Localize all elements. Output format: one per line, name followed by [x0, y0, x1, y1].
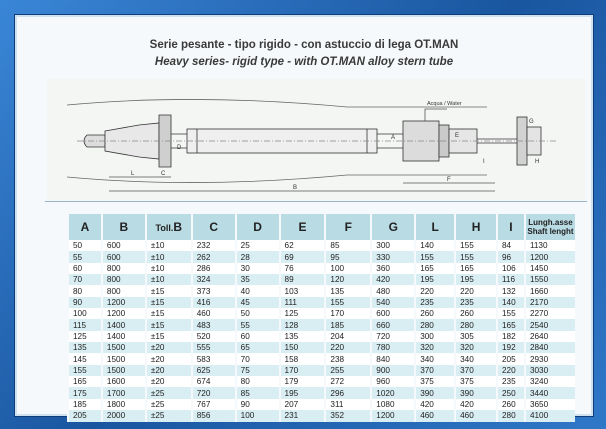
cell-f: 352: [325, 410, 371, 421]
table-row: [68, 251, 575, 262]
cell-shaft-length: 2540: [525, 319, 575, 330]
table-row: [68, 263, 575, 274]
cell-h: 420: [455, 399, 497, 410]
cell-b: 1500: [102, 342, 146, 353]
cell-shaft-length: 3650: [525, 399, 575, 410]
cell-c: 373: [192, 285, 236, 296]
cell-d: 80: [236, 376, 280, 387]
cell-f: 238: [325, 353, 371, 364]
cell-shaft-length: 1450: [525, 263, 575, 274]
cell-tolerance: ±10: [146, 263, 192, 274]
cell-b: 1500: [102, 365, 146, 376]
cell-shaft-length: 2930: [525, 353, 575, 364]
cell-g: 330: [371, 251, 415, 262]
cell-g: 660: [371, 319, 415, 330]
cell-a: 175: [68, 387, 102, 398]
cell-f: 135: [325, 285, 371, 296]
shaft-drawing-svg: [47, 79, 585, 201]
cell-shaft-length: 1550: [525, 274, 575, 285]
cell-tolerance: ±20: [146, 365, 192, 376]
col-header-shaft-length: Lungh.asse Shaft lenght: [525, 214, 575, 240]
cell-c: 583: [192, 353, 236, 364]
cell-shaft-length: 1660: [525, 285, 575, 296]
cell-b: 800: [102, 285, 146, 296]
cell-d: 100: [236, 410, 280, 421]
cell-f: 255: [325, 365, 371, 376]
cell-g: 420: [371, 274, 415, 285]
cell-b: 2000: [102, 410, 146, 421]
cell-i: 182: [497, 331, 525, 342]
cell-tolerance: ±20: [146, 342, 192, 353]
cell-a: 125: [68, 331, 102, 342]
cell-e: 62: [280, 240, 326, 251]
cell-c: 232: [192, 240, 236, 251]
cell-shaft-length: 3030: [525, 365, 575, 376]
table-row: [68, 399, 575, 410]
cell-i: 260: [497, 399, 525, 410]
cell-a: 145: [68, 353, 102, 364]
cell-shaft-length: 2170: [525, 297, 575, 308]
dim-label-c: C: [161, 171, 166, 177]
cell-shaft-length: 1130: [525, 240, 575, 251]
cell-i: 280: [497, 410, 525, 421]
cell-i: 84: [497, 240, 525, 251]
cell-shaft-length: 2840: [525, 342, 575, 353]
cell-a: 115: [68, 319, 102, 330]
cell-tolerance: ±15: [146, 331, 192, 342]
cell-d: 40: [236, 285, 280, 296]
cell-h: 320: [455, 342, 497, 353]
table-header-row: [68, 214, 575, 240]
cell-e: 207: [280, 399, 326, 410]
col-header-f: F: [325, 214, 371, 240]
cell-f: 170: [325, 308, 371, 319]
table-row: [68, 308, 575, 319]
cell-tolerance: ±15: [146, 297, 192, 308]
col-header-c: C: [192, 214, 236, 240]
cell-l: 260: [415, 308, 455, 319]
cell-tolerance: ±15: [146, 285, 192, 296]
cell-d: 45: [236, 297, 280, 308]
cell-c: 625: [192, 365, 236, 376]
cell-c: 324: [192, 274, 236, 285]
cell-h: 305: [455, 331, 497, 342]
cell-h: 155: [455, 240, 497, 251]
cell-l: 140: [415, 240, 455, 251]
cell-c: 483: [192, 319, 236, 330]
col-header-tolerance: Toll.B: [146, 214, 192, 240]
cell-shaft-length: 2270: [525, 308, 575, 319]
col-header-d: D: [236, 214, 280, 240]
cell-a: 90: [68, 297, 102, 308]
cell-a: 80: [68, 285, 102, 296]
cell-h: 235: [455, 297, 497, 308]
cell-l: 300: [415, 331, 455, 342]
cell-h: 340: [455, 353, 497, 364]
cell-e: 231: [280, 410, 326, 421]
cell-a: 70: [68, 274, 102, 285]
water-pipe: [425, 109, 447, 121]
cell-shaft-length: 4100: [525, 410, 575, 421]
cell-e: 125: [280, 308, 326, 319]
cell-i: 220: [497, 365, 525, 376]
cell-tolerance: ±20: [146, 353, 192, 364]
cell-f: 85: [325, 240, 371, 251]
cell-i: 165: [497, 319, 525, 330]
title-italian: Serie pesante - tipo rigido - con astuccio di lega OT.MAN: [149, 39, 459, 51]
catalog-sheet: [14, 14, 594, 421]
cell-g: 900: [371, 365, 415, 376]
cell-b: 1200: [102, 308, 146, 319]
cell-f: 100: [325, 263, 371, 274]
cell-g: 480: [371, 285, 415, 296]
table-row: [68, 387, 575, 398]
cell-tolerance: ±10: [146, 251, 192, 262]
cell-e: 150: [280, 342, 326, 353]
cell-d: 35: [236, 274, 280, 285]
hull-line: [67, 99, 487, 107]
cell-e: 111: [280, 297, 326, 308]
dim-label-f: F: [447, 177, 451, 183]
stern-tube: [187, 129, 377, 153]
cell-tolerance: ±10: [146, 240, 192, 251]
table-row: [68, 285, 575, 296]
cell-f: 95: [325, 251, 371, 262]
cell-shaft-length: 2640: [525, 331, 575, 342]
title-english: Heavy series- rigid type - with OT.MAN alloy stern tube: [154, 56, 454, 68]
cell-l: 460: [415, 410, 455, 421]
cell-f: 155: [325, 297, 371, 308]
cell-b: 1600: [102, 376, 146, 387]
cell-e: 135: [280, 331, 326, 342]
cell-g: 840: [371, 353, 415, 364]
cell-h: 155: [455, 251, 497, 262]
cell-i: 106: [497, 263, 525, 274]
table-row: [68, 410, 575, 421]
cell-g: 360: [371, 263, 415, 274]
cell-e: 170: [280, 365, 326, 376]
col-header-i: I: [497, 214, 525, 240]
cell-i: 116: [497, 274, 525, 285]
cell-g: 960: [371, 376, 415, 387]
cell-g: 300: [371, 240, 415, 251]
cell-i: 192: [497, 342, 525, 353]
cell-a: 60: [68, 263, 102, 274]
cell-h: 370: [455, 365, 497, 376]
cell-e: 103: [280, 285, 326, 296]
dim-label-l: L: [131, 171, 135, 177]
cell-a: 50: [68, 240, 102, 251]
cell-l: 320: [415, 342, 455, 353]
cell-i: 132: [497, 285, 525, 296]
cell-e: 76: [280, 263, 326, 274]
cell-c: 262: [192, 251, 236, 262]
cell-b: 1400: [102, 331, 146, 342]
cell-g: 540: [371, 297, 415, 308]
cell-b: 1400: [102, 319, 146, 330]
dim-label-d: D: [177, 145, 182, 151]
cell-h: 260: [455, 308, 497, 319]
cell-d: 70: [236, 353, 280, 364]
cell-tolerance: ±20: [146, 376, 192, 387]
table-row: [68, 297, 575, 308]
cell-g: 780: [371, 342, 415, 353]
cell-a: 155: [68, 365, 102, 376]
cell-tolerance: ±15: [146, 308, 192, 319]
cell-g: 1080: [371, 399, 415, 410]
col-header-a: A: [68, 214, 102, 240]
cell-l: 340: [415, 353, 455, 364]
cell-d: 25: [236, 240, 280, 251]
dimensions-table: [67, 214, 575, 422]
cell-tolerance: ±25: [146, 399, 192, 410]
cell-l: 165: [415, 263, 455, 274]
table-row: [68, 342, 575, 353]
cell-b: 1200: [102, 297, 146, 308]
cell-l: 155: [415, 251, 455, 262]
cell-e: 195: [280, 387, 326, 398]
cell-l: 280: [415, 319, 455, 330]
cell-shaft-length: 3440: [525, 387, 575, 398]
cell-f: 272: [325, 376, 371, 387]
cell-a: 205: [68, 410, 102, 421]
cell-c: 416: [192, 297, 236, 308]
cell-c: 767: [192, 399, 236, 410]
cell-a: 100: [68, 308, 102, 319]
col-header-l: L: [415, 214, 455, 240]
water-label: Acqua / Water: [427, 101, 462, 107]
cell-e: 128: [280, 319, 326, 330]
cell-e: 69: [280, 251, 326, 262]
dim-label-b: B: [293, 185, 298, 191]
cell-b: 1500: [102, 353, 146, 364]
cell-tolerance: ±10: [146, 274, 192, 285]
cell-f: 120: [325, 274, 371, 285]
cell-l: 370: [415, 365, 455, 376]
cell-f: 220: [325, 342, 371, 353]
cell-g: 1020: [371, 387, 415, 398]
cell-tolerance: ±25: [146, 387, 192, 398]
cell-h: 390: [455, 387, 497, 398]
cell-l: 220: [415, 285, 455, 296]
table-row: [68, 240, 575, 251]
cell-c: 856: [192, 410, 236, 421]
cell-l: 195: [415, 274, 455, 285]
cell-i: 96: [497, 251, 525, 262]
cell-b: 1800: [102, 399, 146, 410]
cell-d: 85: [236, 387, 280, 398]
cell-shaft-length: 3240: [525, 376, 575, 387]
col-header-g: G: [371, 214, 415, 240]
table-row: [68, 376, 575, 387]
cell-i: 140: [497, 297, 525, 308]
cell-h: 165: [455, 263, 497, 274]
col-header-e: E: [280, 214, 326, 240]
divider: [45, 201, 587, 202]
cell-c: 520: [192, 331, 236, 342]
table-row: [68, 365, 575, 376]
cell-i: 205: [497, 353, 525, 364]
cell-b: 1700: [102, 387, 146, 398]
cell-d: 65: [236, 342, 280, 353]
table-row: [68, 331, 575, 342]
cell-f: 185: [325, 319, 371, 330]
cell-d: 90: [236, 399, 280, 410]
table-body: [68, 240, 575, 422]
dim-label-i: I: [483, 159, 485, 165]
cell-l: 375: [415, 376, 455, 387]
cell-shaft-length: 1200: [525, 251, 575, 262]
cell-tolerance: ±25: [146, 410, 192, 421]
dim-label-h: H: [535, 159, 540, 165]
cell-b: 800: [102, 274, 146, 285]
cell-i: 235: [497, 376, 525, 387]
cell-h: 195: [455, 274, 497, 285]
table-row: [68, 319, 575, 330]
col-header-b: B: [102, 214, 146, 240]
cell-g: 1200: [371, 410, 415, 421]
cell-a: 135: [68, 342, 102, 353]
cell-b: 800: [102, 263, 146, 274]
col-header-h: H: [455, 214, 497, 240]
cell-g: 600: [371, 308, 415, 319]
cell-h: 220: [455, 285, 497, 296]
cell-h: 375: [455, 376, 497, 387]
cell-b: 600: [102, 251, 146, 262]
cell-l: 390: [415, 387, 455, 398]
cell-c: 674: [192, 376, 236, 387]
cell-d: 60: [236, 331, 280, 342]
cell-b: 600: [102, 240, 146, 251]
cell-e: 158: [280, 353, 326, 364]
cell-i: 250: [497, 387, 525, 398]
cell-c: 460: [192, 308, 236, 319]
cell-l: 235: [415, 297, 455, 308]
cell-e: 89: [280, 274, 326, 285]
table-row: [68, 274, 575, 285]
cell-c: 286: [192, 263, 236, 274]
cell-d: 55: [236, 319, 280, 330]
cell-c: 720: [192, 387, 236, 398]
cell-a: 185: [68, 399, 102, 410]
dim-label-e: E: [455, 133, 460, 139]
cell-f: 204: [325, 331, 371, 342]
dim-label-a: A: [391, 135, 396, 141]
table-row: [68, 353, 575, 364]
cell-h: 460: [455, 410, 497, 421]
cell-l: 420: [415, 399, 455, 410]
cell-d: 50: [236, 308, 280, 319]
cell-d: 28: [236, 251, 280, 262]
cell-i: 155: [497, 308, 525, 319]
cell-c: 555: [192, 342, 236, 353]
cell-a: 55: [68, 251, 102, 262]
technical-drawing: [47, 79, 585, 201]
cell-f: 296: [325, 387, 371, 398]
cell-tolerance: ±15: [146, 319, 192, 330]
cell-g: 720: [371, 331, 415, 342]
cell-d: 75: [236, 365, 280, 376]
cell-e: 179: [280, 376, 326, 387]
cell-a: 165: [68, 376, 102, 387]
cell-f: 311: [325, 399, 371, 410]
cell-d: 30: [236, 263, 280, 274]
cell-h: 280: [455, 319, 497, 330]
dim-label-g: G: [529, 119, 534, 125]
